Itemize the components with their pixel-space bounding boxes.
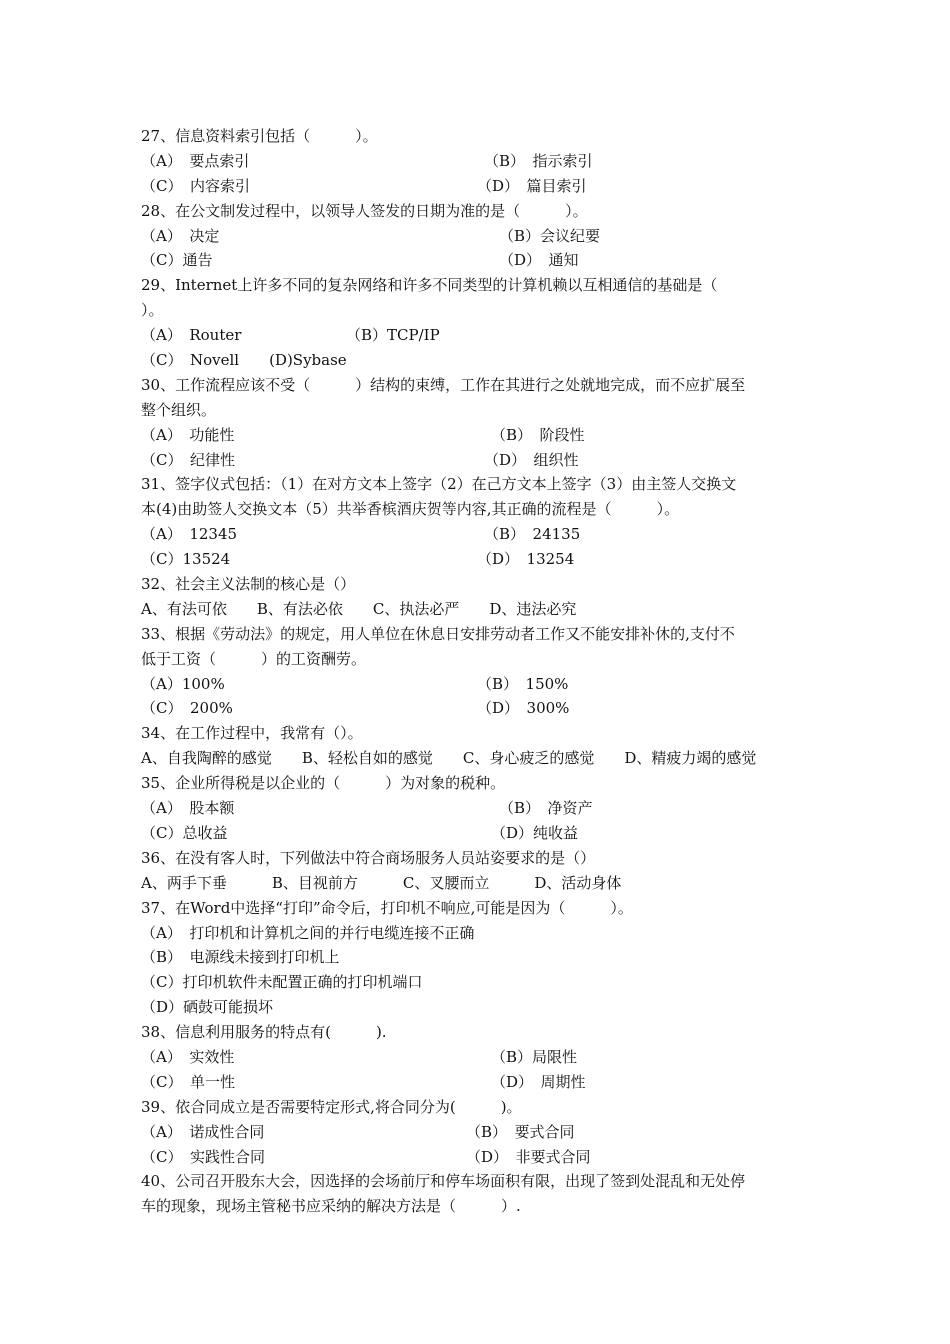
options-row (141, 248, 813, 273)
options-row (141, 672, 813, 697)
option-d: （D） 周期性 (491, 1072, 586, 1091)
q28 (141, 199, 813, 274)
question-stem: 28、在公文制发过程中，以领导人签发的日期为准的是（ ）。 (141, 201, 588, 220)
option-c: （C） 纪律性 (141, 450, 235, 469)
options-row (141, 696, 813, 721)
option-d: （D）纯收益 (491, 823, 579, 842)
option-d: （D） 13254 (477, 550, 575, 569)
q37 (141, 896, 813, 1020)
question-stem: 27、信息资料索引包括（ ）。 (141, 127, 378, 145)
question-stem: 32、社会主义法制的核心是（） (141, 575, 356, 594)
option-b: （B） 净资产 (499, 799, 593, 818)
question-stem: 38、信息利用服务的特点有( ). (141, 1023, 387, 1042)
option-b: （B） 电源线未接到打印机上 (141, 948, 340, 967)
options-row (141, 1045, 813, 1070)
question-stem-cont: 车的现象，现场主管秘书应采纳的解决方法是（ ）. (141, 1197, 521, 1216)
options-row (141, 348, 813, 373)
options-row (141, 547, 813, 572)
question-stem: 40、公司召开股东大会，因选择的会场前厅和停车场面积有限，出现了签到处混乱和无处停 (141, 1172, 746, 1191)
q35 (141, 771, 813, 846)
option-a: （A） 打印机和计算机之间的并行电缆连接不正确 (141, 923, 475, 942)
question-stem: 37、在Word中选择“打印”命令后，打印机不响应,可能是因为（ ）。 (141, 898, 633, 917)
options-row (141, 522, 813, 547)
option-d: （D） 篇目索引 (477, 176, 587, 195)
question-stem-cont: 低于工资（ ）的工资酬劳。 (141, 649, 367, 668)
option-a: （A） 股本额 (141, 799, 235, 818)
options-row (141, 149, 813, 174)
option-d: （D） 300% (477, 699, 570, 718)
question-stem-cont: 整个组织。 (141, 400, 217, 419)
question-stem: 34、在工作过程中，我常有（）。 (141, 724, 363, 743)
option-d: （D） 非要式合同 (466, 1147, 591, 1166)
options-row (141, 1145, 813, 1170)
options-row (141, 1070, 813, 1095)
option-d: （D） 组织性 (484, 450, 579, 469)
option-b: （B） 要式合同 (466, 1122, 575, 1141)
options-row: A、有法可依 B、有法必依 C、执法必严 D、违法必究 (141, 599, 577, 618)
q31 (141, 472, 813, 572)
q29 (141, 273, 813, 373)
q30 (141, 373, 813, 473)
question-stem: 35、企业所得税是以企业的（ ）为对象的税种。 (141, 774, 506, 793)
question-stem: 39、依合同成立是否需要特定形式,将合同分为( )。 (141, 1097, 522, 1116)
option-b: （B） 150% (477, 674, 569, 693)
options-row (141, 224, 813, 249)
question-stem-cont: 本(4)由助签人交换文本（5）共举香槟酒庆贺等内容,其正确的流程是（ ）。 (141, 500, 680, 519)
options-row (141, 1120, 813, 1145)
option-a: （A） 12345 (141, 525, 238, 544)
option-a: （A）100% (141, 674, 225, 693)
option-a: （A） 诺成性合同 (141, 1122, 265, 1141)
question-stem: 29、Internet上许多不同的复杂网络和许多不同类型的计算机赖以互相通信的基础是（ (141, 276, 718, 295)
q27 (141, 124, 813, 199)
option-b: （B） 指示索引 (484, 151, 593, 170)
q36 (141, 846, 813, 896)
option-c: （C）打印机软件未配置正确的打印机端口 (141, 973, 423, 992)
options-row: A、自我陶醉的感觉 B、轻松自如的感觉 C、身心疲乏的感觉 D、精疲力竭的感觉 (141, 749, 757, 768)
option-d: （D） 通知 (499, 251, 579, 270)
option-b: （B）会议纪要 (499, 226, 601, 245)
option-c: （C）通告 (141, 251, 213, 270)
option-a: （A） Router (141, 326, 242, 345)
option-c-d: （C） Novell (D)Sybase (141, 351, 347, 370)
q39 (141, 1095, 813, 1170)
options-row (141, 174, 813, 199)
options-row (141, 821, 813, 846)
options-row (141, 323, 813, 348)
option-b: （B） 阶段性 (491, 425, 585, 444)
option-b: （B）TCP/IP (346, 326, 440, 345)
question-stem-cont: ）。 (141, 301, 164, 320)
question-stem: 36、在没有客人时，下列做法中符合商场服务人员站姿要求的是（） (141, 848, 596, 867)
q32 (141, 572, 813, 622)
q34 (141, 721, 813, 771)
options-row (141, 796, 813, 821)
q33 (141, 622, 813, 722)
question-stem: 30、工作流程应该不受（ ）结构的束缚，工作在其进行之处就地完成，而不应扩展至 (141, 375, 746, 394)
options-row: A、两手下垂 B、目视前方 C、叉腰而立 D、活动身体 (141, 873, 622, 892)
option-a: （A） 决定 (141, 226, 220, 245)
question-stem: 33、根据《劳动法》的规定，用人单位在休息日安排劳动者工作又不能安排补休的,支付不 (141, 624, 735, 643)
option-c: （C） 内容索引 (141, 176, 250, 195)
q40 (141, 1169, 813, 1219)
option-c: （C） 200% (141, 699, 233, 718)
option-c: （C） 实践性合同 (141, 1147, 265, 1166)
option-b: （B） 24135 (484, 525, 581, 544)
q38 (141, 1020, 813, 1095)
option-a: （A） 实效性 (141, 1047, 235, 1066)
exam-page (141, 124, 813, 1219)
option-a: （A） 要点索引 (141, 151, 250, 170)
options-row (141, 448, 813, 473)
option-b: （B）局限性 (491, 1047, 578, 1066)
question-stem: 31、签字仪式包括：（1）在对方文本上签字（2）在己方文本上签字（3）由主签人交换文 (141, 475, 737, 494)
option-c: （C） 单一性 (141, 1072, 235, 1091)
options-row (141, 423, 813, 448)
option-c: （C）总收益 (141, 823, 228, 842)
option-d: （D）硒鼓可能损坏 (141, 998, 274, 1017)
option-a: （A） 功能性 (141, 425, 235, 444)
option-c: （C）13524 (141, 550, 231, 569)
